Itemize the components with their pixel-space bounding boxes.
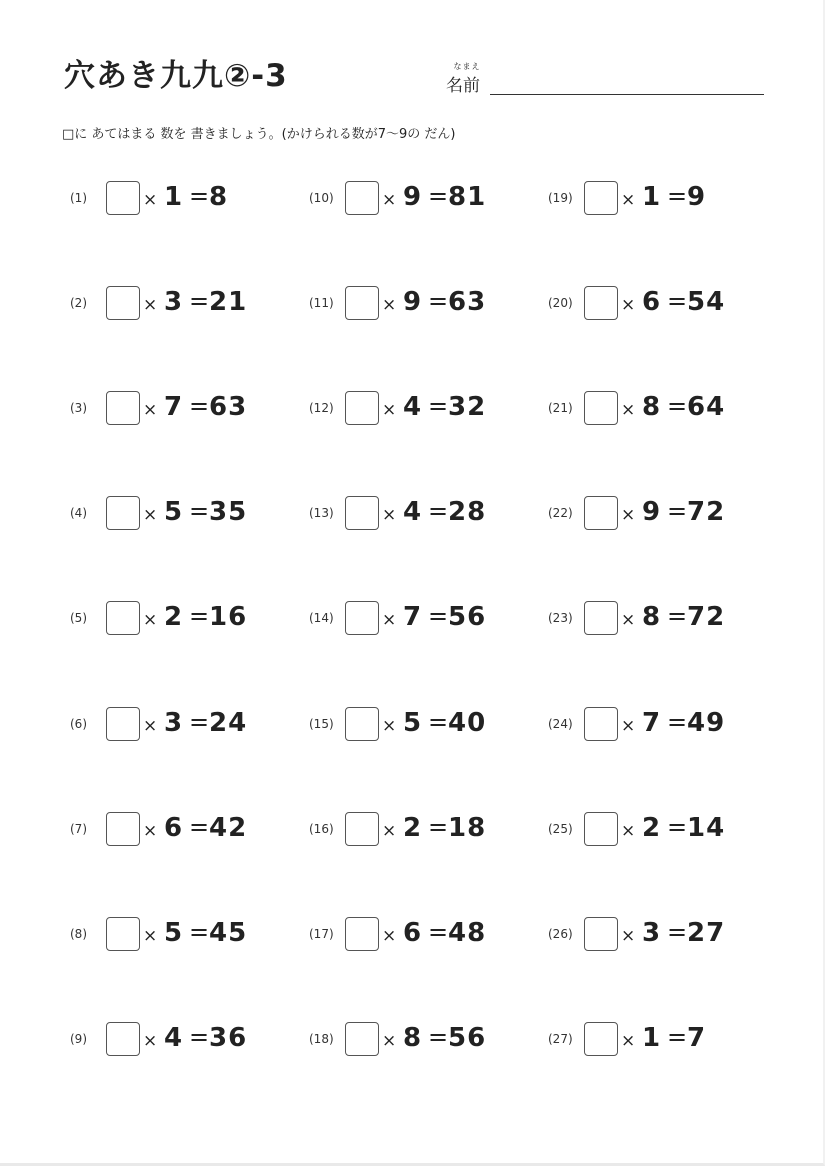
- problem-number: (24): [548, 717, 573, 731]
- product: 18: [448, 813, 487, 843]
- worksheet-title: 穴あき九九②-3: [64, 58, 288, 94]
- multiplier: 8: [403, 1023, 422, 1053]
- problem-number: (25): [548, 822, 573, 836]
- multiplier: 5: [164, 497, 183, 527]
- times-sign: ×: [621, 716, 636, 736]
- problem-number: (20): [548, 296, 573, 310]
- problem-number: (19): [548, 191, 573, 205]
- product: 63: [209, 392, 248, 422]
- times-sign: ×: [143, 400, 158, 420]
- product: 56: [448, 1023, 487, 1053]
- multiplier: 5: [403, 708, 422, 738]
- answer-box[interactable]: [106, 496, 140, 530]
- answer-box[interactable]: [584, 496, 618, 530]
- answer-box[interactable]: [584, 812, 618, 846]
- problem-number: (13): [309, 506, 334, 520]
- answer-box[interactable]: [584, 601, 618, 635]
- multiplier: 1: [164, 182, 183, 212]
- equals-sign: =: [428, 1023, 449, 1051]
- equals-sign: =: [667, 497, 688, 525]
- equals-sign: =: [667, 813, 688, 841]
- name-field[interactable]: [446, 58, 766, 98]
- equals-sign: =: [189, 918, 210, 946]
- times-sign: ×: [143, 295, 158, 315]
- equals-sign: =: [428, 497, 449, 525]
- problem-number: (2): [70, 296, 87, 310]
- equals-sign: =: [189, 708, 210, 736]
- answer-box[interactable]: [345, 496, 379, 530]
- answer-box[interactable]: [345, 181, 379, 215]
- problem-number: (15): [309, 717, 334, 731]
- product: 9: [687, 182, 707, 212]
- problem-number: (18): [309, 1032, 334, 1046]
- multiplier: 7: [642, 708, 661, 738]
- equals-sign: =: [189, 182, 210, 210]
- multiplier: 6: [642, 287, 661, 317]
- multiplier: 6: [164, 813, 183, 843]
- times-sign: ×: [621, 505, 636, 525]
- product: 28: [448, 497, 487, 527]
- answer-box[interactable]: [106, 286, 140, 320]
- multiplier: 5: [164, 918, 183, 948]
- problem-number: (21): [548, 401, 573, 415]
- product: 49: [687, 708, 726, 738]
- times-sign: ×: [621, 190, 636, 210]
- product: 63: [448, 287, 487, 317]
- multiplier: 3: [164, 708, 183, 738]
- product: 14: [687, 813, 726, 843]
- problem-number: (12): [309, 401, 334, 415]
- answer-box[interactable]: [584, 917, 618, 951]
- multiplier: 4: [403, 392, 422, 422]
- product: 81: [448, 182, 487, 212]
- answer-box[interactable]: [106, 917, 140, 951]
- times-sign: ×: [382, 400, 397, 420]
- equals-sign: =: [428, 287, 449, 315]
- problem-number: (14): [309, 611, 334, 625]
- times-sign: ×: [143, 505, 158, 525]
- equals-sign: =: [667, 287, 688, 315]
- equals-sign: =: [428, 708, 449, 736]
- equals-sign: =: [667, 602, 688, 630]
- problem-number: (17): [309, 927, 334, 941]
- multiplier: 8: [642, 392, 661, 422]
- problem-number: (16): [309, 822, 334, 836]
- answer-box[interactable]: [584, 391, 618, 425]
- times-sign: ×: [382, 1031, 397, 1051]
- equals-sign: =: [189, 813, 210, 841]
- times-sign: ×: [621, 295, 636, 315]
- times-sign: ×: [382, 716, 397, 736]
- answer-box[interactable]: [106, 812, 140, 846]
- answer-box[interactable]: [345, 1022, 379, 1056]
- product: 36: [209, 1023, 248, 1053]
- times-sign: ×: [143, 821, 158, 841]
- instruction-text: □に あてはまる 数を 書きましょう。(かけられる数が7〜9の だん): [62, 127, 456, 142]
- problem-number: (6): [70, 717, 87, 731]
- product: 7: [687, 1023, 707, 1053]
- problem-number: (1): [70, 191, 87, 205]
- answer-box[interactable]: [584, 181, 618, 215]
- problem-number: (23): [548, 611, 573, 625]
- equals-sign: =: [189, 392, 210, 420]
- product: 45: [209, 918, 248, 948]
- answer-box[interactable]: [584, 707, 618, 741]
- answer-box[interactable]: [345, 391, 379, 425]
- problem-number: (7): [70, 822, 87, 836]
- multiplier: 3: [164, 287, 183, 317]
- multiplier: 4: [403, 497, 422, 527]
- equals-sign: =: [667, 392, 688, 420]
- product: 35: [209, 497, 248, 527]
- problem-number: (27): [548, 1032, 573, 1046]
- answer-box[interactable]: [106, 601, 140, 635]
- product: 56: [448, 602, 487, 632]
- equals-sign: =: [189, 602, 210, 630]
- problem-number: (22): [548, 506, 573, 520]
- equals-sign: =: [428, 813, 449, 841]
- answer-box[interactable]: [584, 286, 618, 320]
- times-sign: ×: [143, 926, 158, 946]
- equals-sign: =: [667, 1023, 688, 1051]
- product: 72: [687, 602, 726, 632]
- answer-box[interactable]: [106, 391, 140, 425]
- product: 27: [687, 918, 726, 948]
- times-sign: ×: [382, 190, 397, 210]
- multiplier: 7: [403, 602, 422, 632]
- problem-number: (26): [548, 927, 573, 941]
- times-sign: ×: [382, 821, 397, 841]
- multiplier: 2: [164, 602, 183, 632]
- multiplier: 2: [642, 813, 661, 843]
- multiplier: 8: [642, 602, 661, 632]
- product: 16: [209, 602, 248, 632]
- product: 64: [687, 392, 726, 422]
- times-sign: ×: [621, 610, 636, 630]
- times-sign: ×: [382, 295, 397, 315]
- equals-sign: =: [189, 287, 210, 315]
- problem-number: (9): [70, 1032, 87, 1046]
- product: 32: [448, 392, 487, 422]
- multiplier: 9: [642, 497, 661, 527]
- times-sign: ×: [621, 926, 636, 946]
- product: 21: [209, 287, 248, 317]
- answer-box[interactable]: [106, 181, 140, 215]
- name-write-line[interactable]: [490, 94, 764, 95]
- answer-box[interactable]: [345, 812, 379, 846]
- answer-box[interactable]: [345, 707, 379, 741]
- multiplier: 7: [164, 392, 183, 422]
- product: 48: [448, 918, 487, 948]
- times-sign: ×: [143, 716, 158, 736]
- product: 72: [687, 497, 726, 527]
- multiplier: 9: [403, 182, 422, 212]
- times-sign: ×: [382, 926, 397, 946]
- problem-number: (3): [70, 401, 87, 415]
- problem-number: (11): [309, 296, 334, 310]
- times-sign: ×: [143, 610, 158, 630]
- product: 8: [209, 182, 229, 212]
- times-sign: ×: [382, 610, 397, 630]
- equals-sign: =: [189, 497, 210, 525]
- multiplier: 3: [642, 918, 661, 948]
- equals-sign: =: [667, 918, 688, 946]
- product: 42: [209, 813, 248, 843]
- times-sign: ×: [143, 190, 158, 210]
- multiplier: 9: [403, 287, 422, 317]
- equals-sign: =: [189, 1023, 210, 1051]
- times-sign: ×: [621, 821, 636, 841]
- problem-number: (5): [70, 611, 87, 625]
- times-sign: ×: [621, 400, 636, 420]
- times-sign: ×: [382, 505, 397, 525]
- product: 54: [687, 287, 726, 317]
- answer-box[interactable]: [345, 286, 379, 320]
- problem-number: (8): [70, 927, 87, 941]
- answer-box[interactable]: [345, 601, 379, 635]
- problem-number: (4): [70, 506, 87, 520]
- multiplier: 6: [403, 918, 422, 948]
- times-sign: ×: [143, 1031, 158, 1051]
- answer-box[interactable]: [584, 1022, 618, 1056]
- equals-sign: =: [428, 602, 449, 630]
- equals-sign: =: [667, 708, 688, 736]
- multiplier: 4: [164, 1023, 183, 1053]
- multiplier: 1: [642, 1023, 661, 1053]
- answer-box[interactable]: [106, 1022, 140, 1056]
- answer-box[interactable]: [106, 707, 140, 741]
- product: 24: [209, 708, 248, 738]
- product: 40: [448, 708, 487, 738]
- equals-sign: =: [428, 918, 449, 946]
- name-label: 名前: [446, 76, 480, 96]
- answer-box[interactable]: [345, 917, 379, 951]
- name-ruby: なまえ: [453, 62, 481, 71]
- times-sign: ×: [621, 1031, 636, 1051]
- equals-sign: =: [428, 392, 449, 420]
- problem-number: (10): [309, 191, 334, 205]
- multiplier: 2: [403, 813, 422, 843]
- multiplier: 1: [642, 182, 661, 212]
- equals-sign: =: [667, 182, 688, 210]
- equals-sign: =: [428, 182, 449, 210]
